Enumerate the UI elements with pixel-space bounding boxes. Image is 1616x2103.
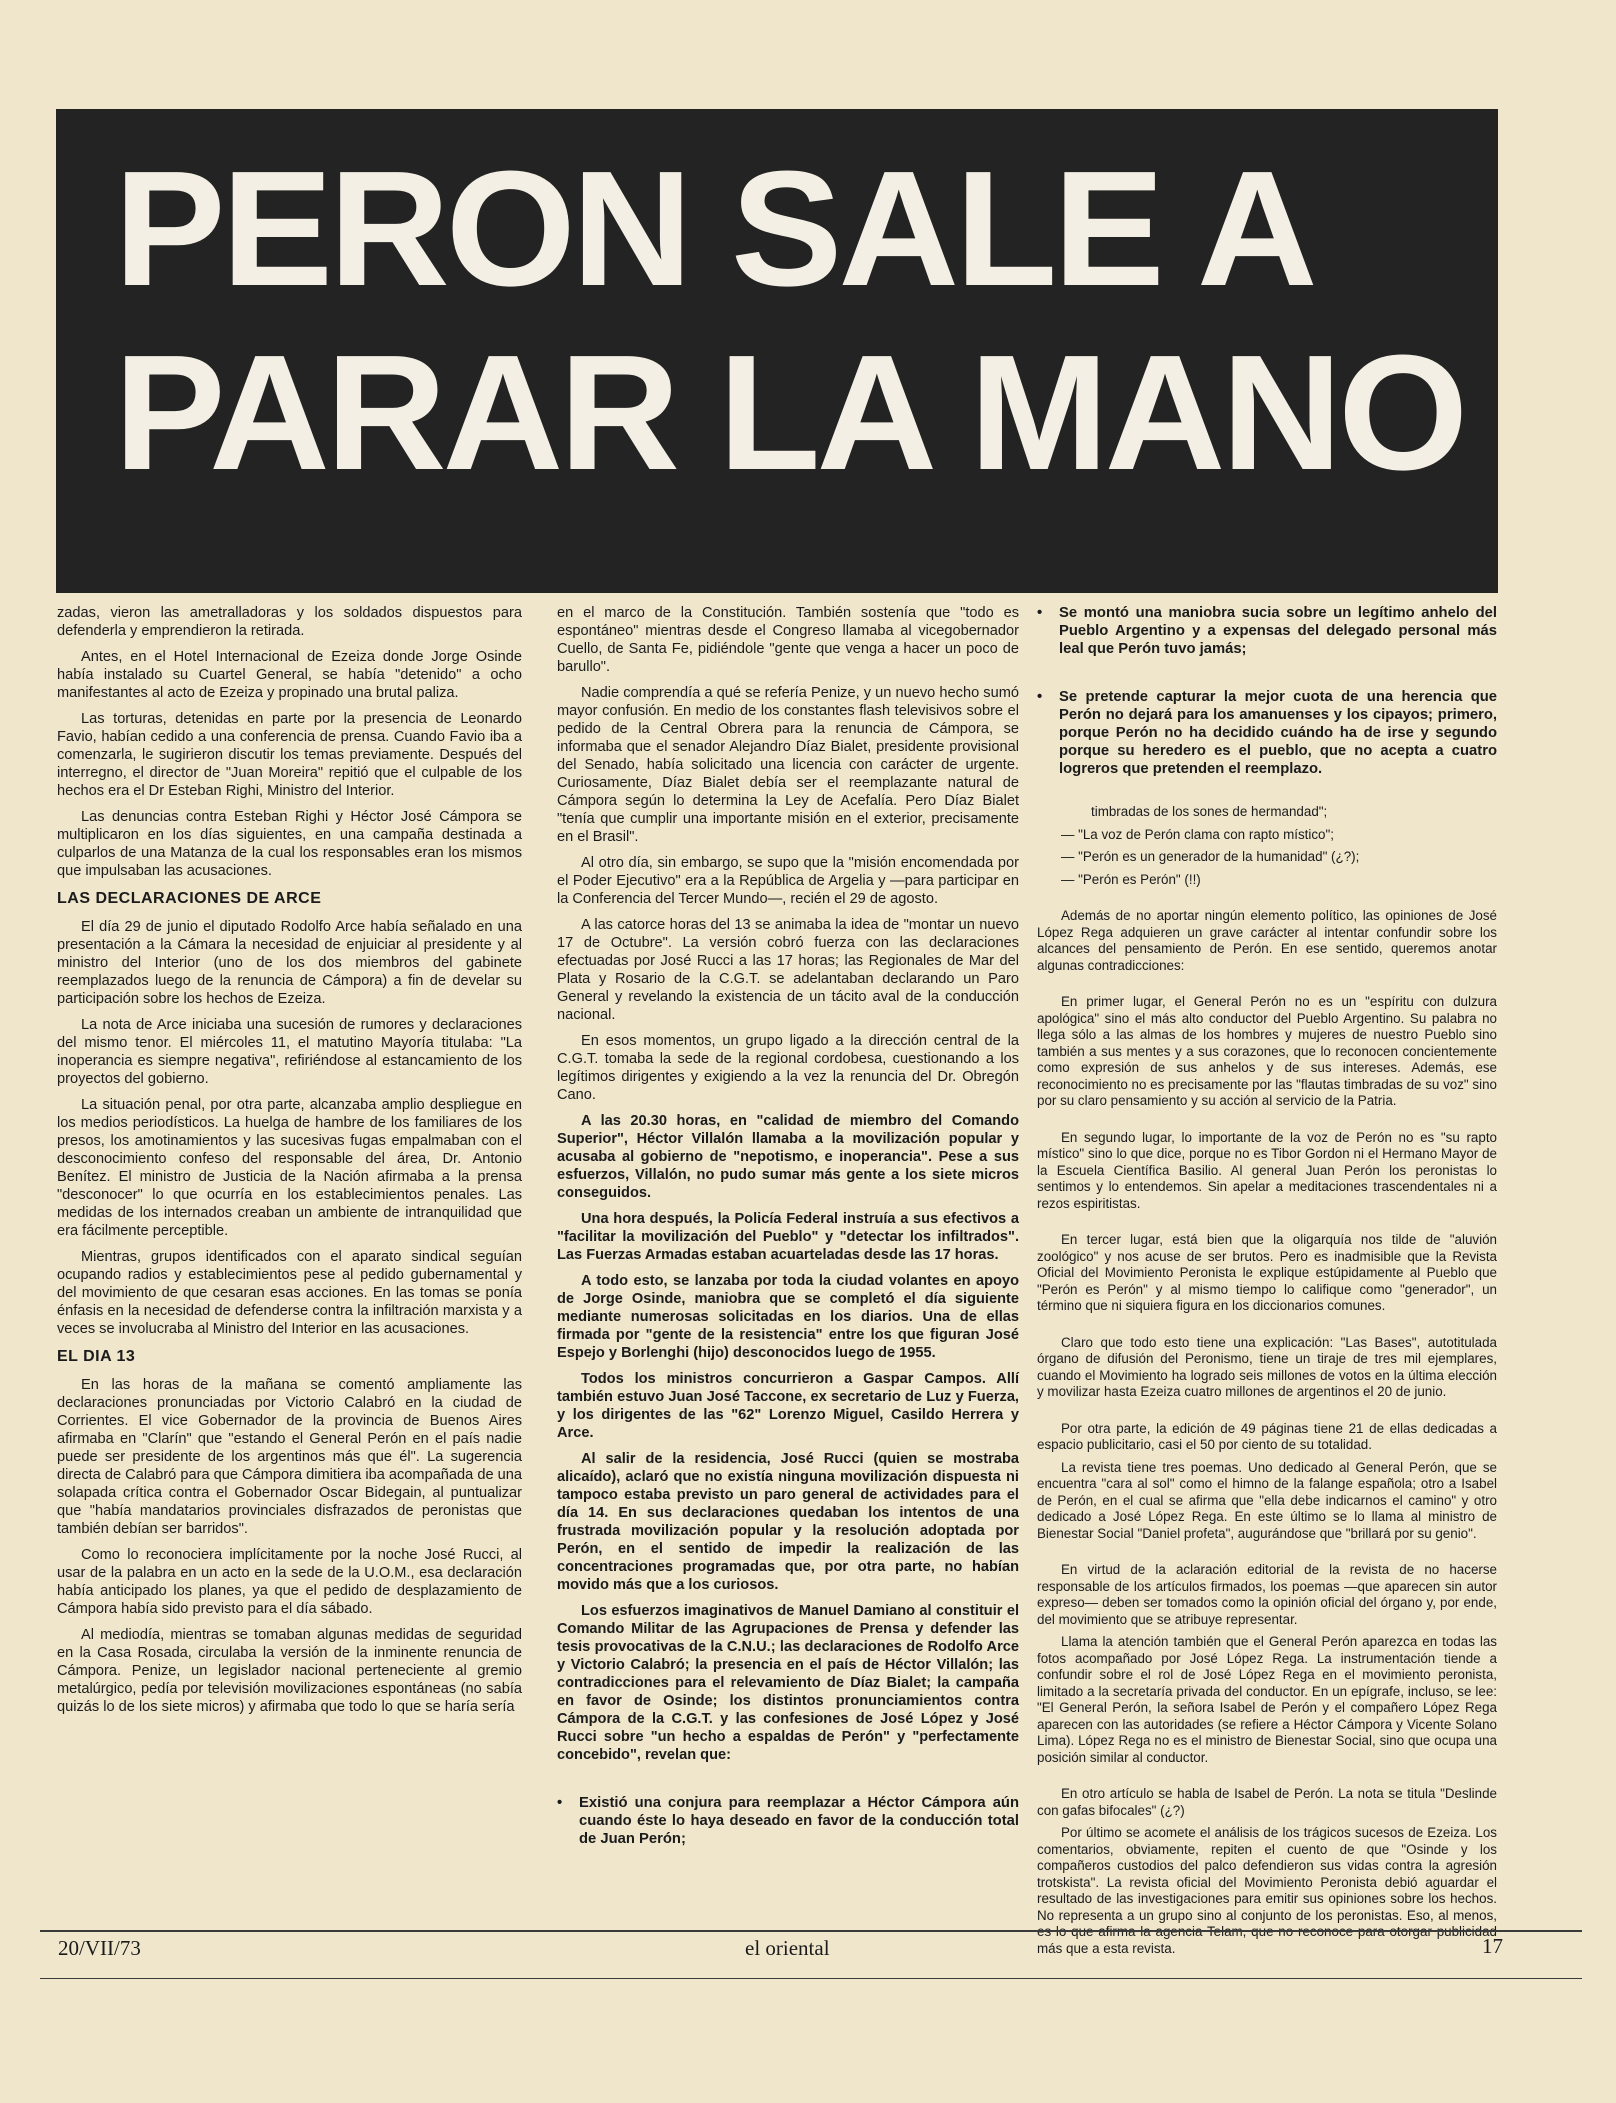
bullet-text: Se pretende capturar la mejor cuota de una herencia que Perón no dejará para los amanuenses y los cipayos; primero, porque Perón no ha decidido cuándo ha de irse y segundo porque su heredero es el pueblo, que no acepta a cuatro logreros que pretenden el reemplazo. <box>1059 689 1497 777</box>
paragraph: La situación penal, por otra parte, alcanzaba amplio despliegue en los medios periodísticos. La huelga de hambre de los familiares de los presos, los amotinamientos y las sucesivas fugas empalmaban con el desconocimiento confeso del responsable del área, Dr. Antonio Benítez. El ministro de Justicia de la Nación afirmaba a la prensa "desconocer" lo que ocurría en los establecimientos penales. Las medidas de los internados creaban un ambiente de intranquilidad que era fácilmente perceptible. <box>57 1097 522 1239</box>
paragraph: Las denuncias contra Esteban Righi y Héctor José Cámpora se multiplicaron en los días siguientes, en una campaña destinada a culparlos de una Matanza de la cual los responsables eran los mismos que impulsaban las acusaciones. <box>57 809 522 879</box>
paragraph: Antes, en el Hotel Internacional de Ezeiza donde Jorge Osinde había instalado su Cuartel General, se había "detenido" a ocho manifestantes al acto de Ezeiza y propinado una brutal paliza. <box>57 649 522 701</box>
column-2 <box>557 604 1019 1868</box>
paragraph: Las torturas, detenidas en parte por la presencia de Leonardo Favio, habían cedido a una conferencia de prensa. Cuando Favio iba a comenzarla, le sugirieron discutir los temas previamente. Después del interregno, el director de "Juan Moreira" repitió que el culpable de los hechos era el Dr Esteban Righi, Ministro del Interior. <box>57 711 522 799</box>
bullet-point <box>1037 688 1497 778</box>
quote-line: — "Perón es Perón" (!!) <box>1061 871 1201 887</box>
paragraph: A todo esto, se lanzaba por toda la ciudad volantes en apoyo de Jorge Osinde, maniobra que se completó el día siguiente mediante numerosas solicitadas en los diarios. Una de ellas firmada por "gente de la resistencia" entre los que figuran José Espejo y Borlenghi (hijo) desconocidos luego de 1955. <box>557 1273 1019 1361</box>
paragraph: En segundo lugar, lo importante de la voz de Perón no es "su rapto místico" sino lo que dice, porque no es Tibor Gordon ni el Hermano Mayor de la Escuela Científica Basilio. Al general Juan Perón los peronistas lo sentimos y lo entendemos. Sin apelar a meditaciones trascendentales ni a rezos espiritistas. <box>1037 1129 1497 1211</box>
bullet-text: Se montó una maniobra sucia sobre un legítimo anhelo del Pueblo Argentino y a expensas del delegado personal más leal que Perón tuvo jamás; <box>1059 605 1497 657</box>
column-3 <box>1037 604 1497 1963</box>
paragraph: En virtud de la aclaración editorial de la revista de no hacerse responsable de los artículos firmados, los poemas —que aparecen sin autor expreso— deben ser tomados como la opinión oficial del órgano y, por ende, del movimiento que se atribuye representar. <box>1037 1562 1497 1627</box>
paragraph: Los esfuerzos imaginativos de Manuel Damiano al constituir el Comando Militar de las Agrupaciones de Prensa y defender las tesis provocativas de la C.N.U.; las declaraciones de Rodolfo Arce y Victorio Calabró; la presencia en el país de Héctor Villalón; las contradicciones para el relevamiento de Díaz Bialet; la campaña en favor de Osinde; los distintos pronunciamientos contra Cámpora de la C.G.T. y las confesiones de José López y José Rucci sobre "un hecho a espaldas de Perón" y "perfectamente concebido", revelan que: <box>557 1603 1019 1763</box>
paragraph: En las horas de la mañana se comentó ampliamente las declaraciones pronunciadas por Victorio Calabró en la ciudad de Corrientes. El vice Gobernador de la provincia de Buenos Aires afirmaba en "Clarín" que "estando el General Perón en el país nadie puede ser presidente de los argentinos más que él". La sugerencia directa de Calabró para que Cámpora dimitiera iba acompañada de una solapada crítica contra el Gobernador Oscar Bidegain, al puntualizar que "había mandatarios provinciales disfrazados de peronistas que también debían ser barridos". <box>57 1377 522 1537</box>
publication-name: el oriental <box>745 1936 830 1960</box>
bullet-icon: • <box>557 1795 563 1811</box>
paragraph: Nadie comprendía a qué se refería Penize, y un nuevo hecho sumó mayor confusión. En medio de los constantes flash televisivos sobre el pedido de la Central Obrera para la renuncia de Cámpora, se informaba que el senador Alejandro Díaz Bialet, presidente provisional del Senado, había solicitado una licencia con carácter de urgente. Curiosamente, Díaz Bialet debía ser el reemplazante natural de Cámpora según lo determina la Ley de Acefalía. Pero Díaz Bialet "tenía que cumplir una importante misión en el exterior, precisamente en el Brasil". <box>557 685 1019 845</box>
paragraph: Además de no aportar ningún elemento político, las opiniones de José López Rega adquieren un grave carácter al intentar confundir sobre los alcances del pensamiento de Perón. En ese sentido, queremos anotar algunas contradicciones: <box>1037 908 1497 973</box>
paragraph: En esos momentos, un grupo ligado a la dirección central de la C.G.T. tomaba la sede de la regional cordobesa, cuestionando a los legítimos dirigentes y exigiendo a la vez la renuncia del Dr. Obregón Cano. <box>557 1033 1019 1103</box>
headline <box>114 137 1495 505</box>
paragraph: A las 20.30 horas, en "calidad de miembro del Comando Superior", Héctor Villalón llamaba a la movilización popular y acusaba al gobierno de "nepotismo, e inoperancia". Pese a sus esfuerzos, Villalón, no pudo sumar más gente a los siete micros conseguidos. <box>557 1113 1019 1201</box>
paragraph: Mientras, grupos identificados con el aparato sindical seguían ocupando radios y establecimientos pese al pedido gubernamental y del movimiento de que cesaran esas acciones. En las tomas se ponía énfasis en la necesidad de defenderse contra la infiltración marxista y a veces se involucraba al Ministro del Interior en las acusaciones. <box>57 1249 522 1337</box>
headline-line-2: PARAR LA MANO <box>114 321 1465 504</box>
quote-line: — "La voz de Perón clama con rapto místico"; <box>1061 826 1334 842</box>
paragraph: Como lo reconociera implícitamente por la noche José Rucci, al usar de la palabra en un acto en la sede de la U.O.M., esa declaración había anticipado los planes, ya que el pedido de desplazamiento de Cámpora había sido previsto para el día sábado. <box>57 1547 522 1617</box>
quote-line: — "Perón es un generador de la humanidad" (¿?); <box>1061 849 1360 864</box>
footer-bottom-divider <box>40 1978 1582 1979</box>
bullet-point <box>1037 604 1497 658</box>
paragraph: Claro que todo esto tiene una explicación: "Las Bases", autotitulada órgano de difusión del Peronismo, tiene un tiraje de tres mil ejemplares, cuando el Movimiento ha logrado seis millones de votos en la última elección y movilizar hasta Ezeiza cuatro millones de argentinos el 20 de junio. <box>1037 1334 1497 1399</box>
paragraph: Llama la atención también que el General Perón aparezca en todas las fotos acompañado por José López Rega. La instrumentación tiende a confundir sobre el rol de José López Rega en el movimiento peronista, limitado a la secretaría privada del conductor. En un epígrafe, incluso, se lee: "El General Perón, la señora Isabel de Perón y el compañero López Rega aparecen con las autoridades (se refiere a Héctor Cámpora y Vicente Solano Lima). López Rega no es el ministro de Bienestar Social, sino que ocupa una posición similar al conductor. <box>1037 1634 1497 1765</box>
paragraph: Al salir de la residencia, José Rucci (quien se mostraba alicaído), aclaró que no existía ninguna movilización dispuesta ni tampoco estaba previsto un paro general de actividades para el día 14. En sus declaraciones quedaban los intentos de una frustrada movilización popular y la resolución adoptada por Perón, en el sentido de impedir la realización de las concentraciones programadas que, por otra parte, no habían movido más que a los curiosos. <box>557 1451 1019 1593</box>
paragraph: Una hora después, la Policía Federal instruía a sus efectivos a "facilitar la movilización del Pueblo" y "detectar los infiltrados". Las Fuerzas Armadas estaban acuarteladas desde las 17 horas. <box>557 1211 1019 1263</box>
paragraph: en el marco de la Constitución. También sostenía que "todo es espontáneo" mientras desde el Congreso llamaba al vicegobernador Cuello, de Santa Fe, pidiéndole "gente que venga a hacer un poco de barullo". <box>557 605 1019 675</box>
bullet-point <box>557 1794 1019 1848</box>
section-heading: LAS DECLARACIONES DE ARCE <box>57 890 322 907</box>
paragraph: zadas, vieron las ametralladoras y los soldados dispuestos para defenderla y emprendieron la retirada. <box>57 605 522 639</box>
paragraph: La nota de Arce iniciaba una sucesión de rumores y declaraciones del mismo tenor. El miércoles 11, el matutino Mayoría titulaba: "La inoperancia es siempre negativa", refiriéndose al estancamiento de los proyectos del gobierno. <box>57 1017 522 1087</box>
paragraph: El día 29 de junio el diputado Rodolfo Arce había señalado en una presentación a la Cámara la necesidad de enjuiciar al presidente y al ministro del Interior (uno de los dos miembros del gabinete reemplazados luego de la renuncia de Cámpora) a fin de develar su participación sobre los hechos de Ezeiza. <box>57 919 522 1007</box>
paragraph: La revista tiene tres poemas. Uno dedicado al General Perón, que se encuentra "cara al sol" como el himno de la falange española; otro a Isabel de Perón, en el cual se afirma que "ella debe indicarnos el camino" y otro dedicado a José López Rega. En este último se lo llama al ministro de Bienestar Social "Daniel profeta", augurándose que "brillará por su genio". <box>1037 1459 1497 1541</box>
headline-banner <box>56 109 1498 593</box>
headline-line-1: PERON SALE A <box>114 137 1314 320</box>
paragraph: Al mediodía, mientras se tomaban algunas medidas de seguridad en la Casa Rosada, circulaba la versión de la inminente renuncia de Cámpora. Penize, un legislador nacional perteneciente al gremio metalúrgico, pedía por televisión movilizaciones espontáneas (no sabía quizás lo de los siete micros) y afirmaba que todo lo que se haría sería <box>57 1627 522 1715</box>
footer-divider <box>40 1930 1582 1932</box>
paragraph: Por último se acomete el análisis de los trágicos sucesos de Ezeiza. Los comentarios, obviamente, repiten el cuento de que "Osinde y los compañeros custodios del palco defendieron sus vidas contra la agresión trotskista". La revista oficial del Movimiento Peronista debió aguardar el resultado de las investigaciones para emitir sus opiniones sobre los hechos. No representa a un grupo sino al conjunto de los peronistas. Eso, al menos, más que a esta revista. <box>1037 1825 1497 1956</box>
paragraph: Por otra parte, la edición de 49 páginas tiene 21 de ellas dedicadas a espacio publicitario, casi el 50 por ciento de su totalidad. <box>1037 1420 1497 1452</box>
paragraph: Al otro día, sin embargo, se supo que la "misión encomendada por el Poder Ejecutivo" era a la República de Argelia y —para participar en la Conferencia del Tercer Mundo—, recién el 29 de agosto. <box>557 855 1019 907</box>
column-1 <box>57 604 522 1724</box>
bullet-icon: • <box>1037 605 1043 621</box>
bullet-icon: • <box>1037 689 1043 705</box>
section-heading: EL DIA 13 <box>57 1348 136 1365</box>
paragraph: En tercer lugar, está bien que la oligarquía nos tilde de "aluvión zoológico" y nos acuse de ser brutos. Pero es inadmisible que la Revista Oficial del Movimiento Peronista le explique estúpidamente al Pueblo que "Perón es Perón" y al mismo tiempo lo califique como "generador", un término que ni siquiera figura en los diccionarios comunes. <box>1037 1232 1497 1313</box>
issue-date: 20/VII/73 <box>58 1936 141 1960</box>
paragraph: En primer lugar, el General Perón no es un "espíritu con dulzura apológica" sino el más alto conductor del Pueblo Argentino. Su palabra no llega sólo a las almas de los hombres y mujeres de nuestro Pueblo sino también a sus mentes y a sus corazones, que lo reconocen concientemente como expresión de sus anhelos y de sus intereses. Además, ese reconocimiento no es precisamente por las "flautas timbradas de su voz" sino por su claro pensamiento y su acción al servicio de la Patria. <box>1037 994 1497 1108</box>
paragraph: A las catorce horas del 13 se animaba la idea de "montar un nuevo 17 de Octubre". La versión cobró fuerza con las declaraciones efectuadas por José Rucci a las 17 horas; las Regionales de Mar del Plata y Rosario de la C.G.T. se adelantaban declarando un Paro General y revelando la existencia de un tácito aval de la conducción nacional. <box>557 917 1019 1023</box>
page-number: 17 <box>1482 1934 1503 1958</box>
paragraph: En otro artículo se habla de Isabel de Perón. La nota se titula "Deslinde con gafas bifocales" (¿?) <box>1037 1786 1497 1818</box>
paragraph: Todos los ministros concurrieron a Gaspar Campos. Allí también estuvo Juan José Taccone, ex secretario de Luz y Fuerza, y los dirigentes de las "62" Lorenzo Miguel, Casildo Herrera y Arce. <box>557 1371 1019 1441</box>
quote-line: timbradas de los sones de hermandad"; <box>1091 804 1328 819</box>
bullet-text: Existió una conjura para reemplazar a Héctor Cámpora aún cuando éste lo haya deseado en favor de la conducción total de Juan Perón; <box>579 1795 1019 1847</box>
